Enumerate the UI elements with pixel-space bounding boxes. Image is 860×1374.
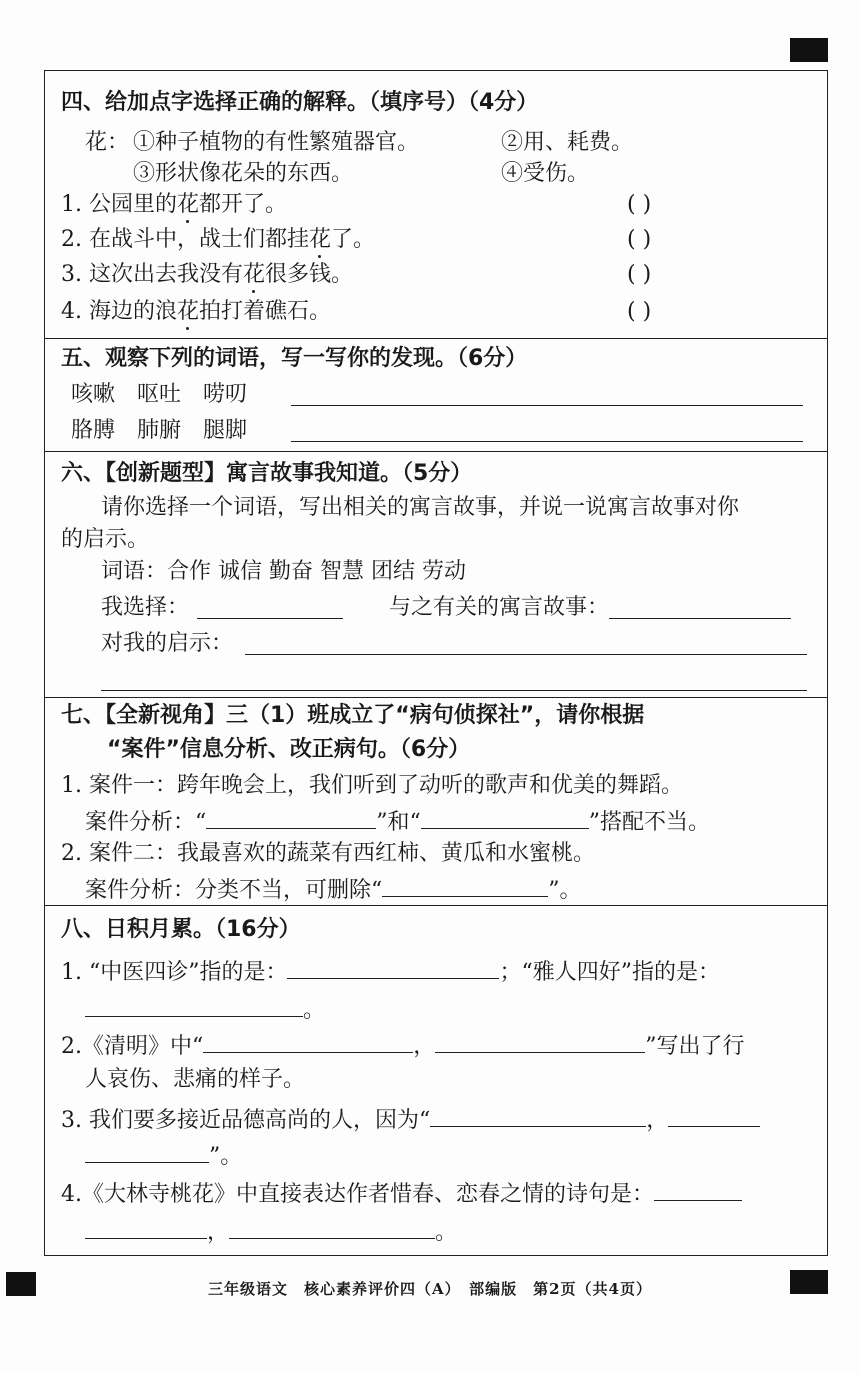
definition-2: ②用、耗费。 xyxy=(501,130,634,155)
answer-paren-1[interactable]: ( ) xyxy=(627,192,652,217)
insight-label: 对我的启示： xyxy=(101,631,234,656)
exam-frame xyxy=(44,70,828,1256)
word-choices: 词语：合作 诚信 勤奋 智慧 团结 劳动 xyxy=(101,559,466,584)
story-label: 与之有关的寓言故事： xyxy=(389,595,610,620)
section-5-title: 五、观察下列的词语，写一写你的发现。（6分） xyxy=(61,346,528,371)
question-item-3: 3. 这次出去我没有花很多钱。 xyxy=(61,262,354,287)
definition-1: ①种子植物的有性繁殖器官。 xyxy=(133,130,420,155)
insight-answer-line-2[interactable] xyxy=(101,668,807,691)
definition-4: ④受伤。 xyxy=(501,161,590,186)
section-8 xyxy=(45,906,827,1257)
question-8-1: 1. “中医四诊”指的是： ；“雅人四好”指的是： xyxy=(61,956,720,987)
word-group-2: 胳膊 肺腑 腿脚 xyxy=(71,418,248,443)
page-footer: 三年级语文 核心素养评价四（A） 部编版 第2页（共4页） xyxy=(207,1280,652,1298)
section-7 xyxy=(45,698,827,906)
insight-answer-line-1[interactable] xyxy=(245,632,807,655)
q2-blank-1[interactable] xyxy=(203,1030,413,1053)
case-1-blank-2[interactable] xyxy=(421,806,589,829)
question-8-1-cont: 。 xyxy=(85,994,325,1025)
q2-blank-2[interactable] xyxy=(435,1030,645,1053)
q4-blank-1b[interactable] xyxy=(85,1216,207,1239)
question-8-3-cont: ”。 xyxy=(85,1140,242,1171)
question-item-2: 2. 在战斗中，战士们都挂花了。 xyxy=(61,227,376,252)
q4-blank-1a[interactable] xyxy=(654,1178,742,1201)
section-5 xyxy=(45,339,827,452)
case-1: 1. 案件一：跨年晚会上，我们听到了动听的歌声和优美的舞蹈。 xyxy=(61,773,683,798)
answer-paren-4[interactable]: ( ) xyxy=(627,299,652,324)
case-2: 2. 案件二：我最喜欢的蔬菜有西红柿、黄瓜和水蜜桃。 xyxy=(61,841,595,866)
section-4 xyxy=(45,71,827,339)
case-2-blank[interactable] xyxy=(382,874,548,897)
q4-blank-2[interactable] xyxy=(229,1216,435,1239)
section-4-title: 四、给加点字选择正确的解释。（填序号）（4分） xyxy=(61,90,539,115)
q3-blank-1[interactable] xyxy=(430,1104,646,1127)
q1-blank-2[interactable] xyxy=(85,994,303,1017)
question-8-3: 3. 我们要多接近品德高尚的人，因为“ ， xyxy=(61,1104,760,1135)
section-6 xyxy=(45,452,827,698)
question-8-4-cont: ， 。 xyxy=(85,1216,457,1247)
choose-label: 我选择： xyxy=(101,595,190,620)
choose-answer-line[interactable] xyxy=(197,596,343,619)
section-6-instruction: 请你选择一个词语，写出相关的寓言故事，并说一说寓言故事对你 xyxy=(101,495,740,520)
answer-line-5-2[interactable] xyxy=(291,419,803,442)
q3-blank-2b[interactable] xyxy=(85,1140,209,1163)
word-group-1: 咳嗽 呕吐 唠叨 xyxy=(71,382,248,407)
question-8-2-cont: 人哀伤、悲痛的样子。 xyxy=(85,1067,306,1092)
answer-line-5-1[interactable] xyxy=(291,383,803,406)
definition-3: ③形状像花朵的东西。 xyxy=(133,161,354,186)
watermark-logo xyxy=(822,1356,858,1366)
story-answer-line[interactable] xyxy=(609,596,791,619)
section-7-title-cont: “案件”信息分析、改正病句。（6分） xyxy=(107,737,471,762)
case-1-blank-1[interactable] xyxy=(206,806,376,829)
section-7-title: 七、【全新视角】三（1）班成立了“病句侦探社”，请你根据 xyxy=(61,703,645,728)
answer-paren-3[interactable]: ( ) xyxy=(627,262,652,287)
section-6-title: 六、【创新题型】寓言故事我知道。（5分） xyxy=(61,461,473,486)
section-6-instruction-cont: 的启示。 xyxy=(61,527,150,552)
question-8-4: 4.《大林寺桃花》中直接表达作者惜春、恋春之情的诗句是： xyxy=(61,1178,742,1209)
question-8-2: 2.《清明》中“ ， ”写出了行 xyxy=(61,1030,745,1061)
question-item-4: 4. 海边的浪花拍打着礁石。 xyxy=(61,299,332,324)
registration-mark-top-right xyxy=(790,38,828,62)
answer-paren-2[interactable]: ( ) xyxy=(627,227,652,252)
case-1-analysis: 案件分析：“ ”和“ ”搭配不当。 xyxy=(85,806,710,837)
q3-blank-2a[interactable] xyxy=(668,1104,760,1127)
section-8-title: 八、日积月累。（16分） xyxy=(61,917,301,942)
case-2-analysis: 案件分析：分类不当，可删除“ ”。 xyxy=(85,874,582,905)
question-item-1: 1. 公园里的花都开了。 xyxy=(61,192,288,217)
definition-label: 花： xyxy=(85,130,130,155)
q1-blank-1[interactable] xyxy=(287,956,499,979)
